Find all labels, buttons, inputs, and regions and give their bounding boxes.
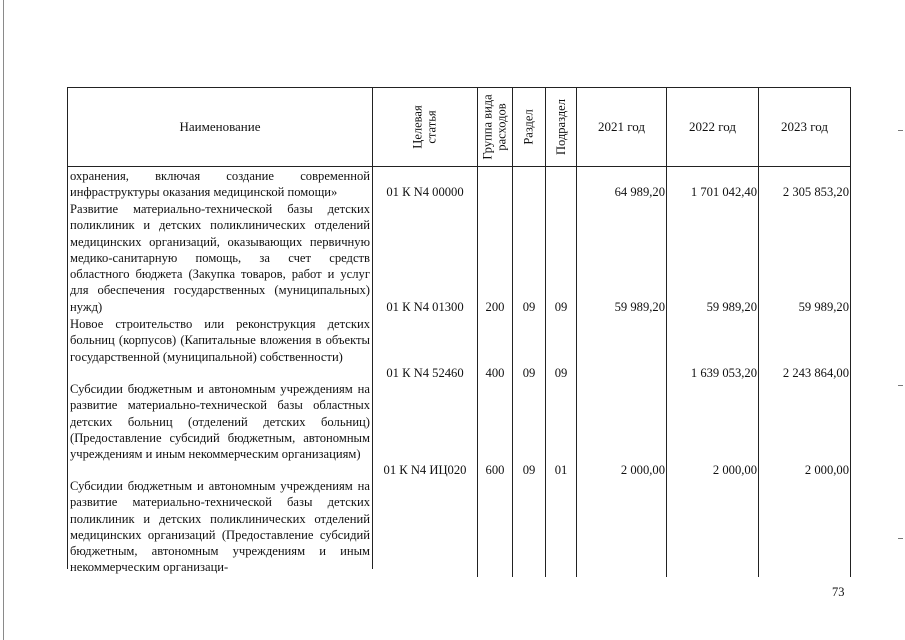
header-year-2022: 2022 год [689, 119, 736, 134]
row-value-2022: 1 701 042,40 [690, 185, 757, 199]
row-target-code: 01 К N4 ИЦ020 [383, 463, 467, 477]
header-target-article: Целевая статья [411, 105, 439, 149]
page-number: 73 [832, 585, 845, 599]
row-target-code: 01 К N4 01300 [386, 300, 464, 314]
header-name: Наименование [179, 119, 261, 134]
row-expense-group: 600 [485, 463, 505, 477]
row-value-2022: 59 989,20 [706, 300, 757, 314]
row-value-2021: 2 000,00 [620, 463, 665, 477]
row-subsection: 09 [554, 300, 568, 314]
row-description: Субсидии бюджетным и автономным учреждениям на развитие материально-технической базы детских поликлиник и детских поликлинических отделений медицинских организаций (Предоставление субсидий бюджетным, автономным учреждениям и иным некоммерческим организаци- [70, 479, 370, 575]
row-value-2021: 59 989,20 [614, 300, 665, 314]
row-target-code: 01 К N4 52460 [386, 366, 464, 380]
row-value-2022: 2 000,00 [712, 463, 757, 477]
row-subsection: 09 [554, 366, 568, 380]
row-description: охранения, включая создание современной инфраструктуры оказания медицинской помощи» [70, 169, 370, 200]
row-section: 09 [522, 463, 536, 477]
row-description: Новое строительство или реконструкция детских больниц (корпусов) (Капитальные вложения в объекты государственной (муниципальной) собственности) [70, 317, 370, 364]
header-section: Раздел [522, 109, 537, 145]
row-description: Развитие материально-технической базы детских поликлиник и детских поликлинических отделений медицинских организаций, оказывающих первичную медико-санитарную помощь, за счет средств областного бюджета (Закупка товаров, работ и услуг для обеспечения государственных (муниципальных) нужд) [70, 202, 370, 314]
row-value-2023: 2 000,00 [804, 463, 849, 477]
row-expense-group: 400 [485, 366, 505, 380]
row-value-2021: 64 989,20 [614, 185, 665, 199]
header-year-2021: 2021 год [598, 119, 645, 134]
header-expense-group: Группа вида расходов [481, 94, 510, 160]
row-subsection: 01 [554, 463, 568, 477]
row-description: Субсидии бюджетным и автономным учреждениям на развитие материально-технической базы областных детских больниц (отделений детских больниц) (Предоставление субсидий бюджетным, автономным учреждениям и иным некоммерческим организациям) [70, 382, 370, 462]
header-subsection: Подраздел [554, 99, 568, 155]
row-section: 09 [522, 300, 536, 314]
row-value-2023: 2 305 853,20 [782, 185, 849, 199]
row-target-code: 01 К N4 00000 [386, 185, 464, 199]
row-expense-group: 200 [485, 300, 505, 314]
row-section: 09 [522, 366, 536, 380]
row-value-2023: 2 243 864,00 [782, 366, 849, 380]
header-year-2023: 2023 год [781, 119, 828, 134]
row-value-2022: 1 639 053,20 [690, 366, 757, 380]
row-value-2023: 59 989,20 [798, 300, 849, 314]
